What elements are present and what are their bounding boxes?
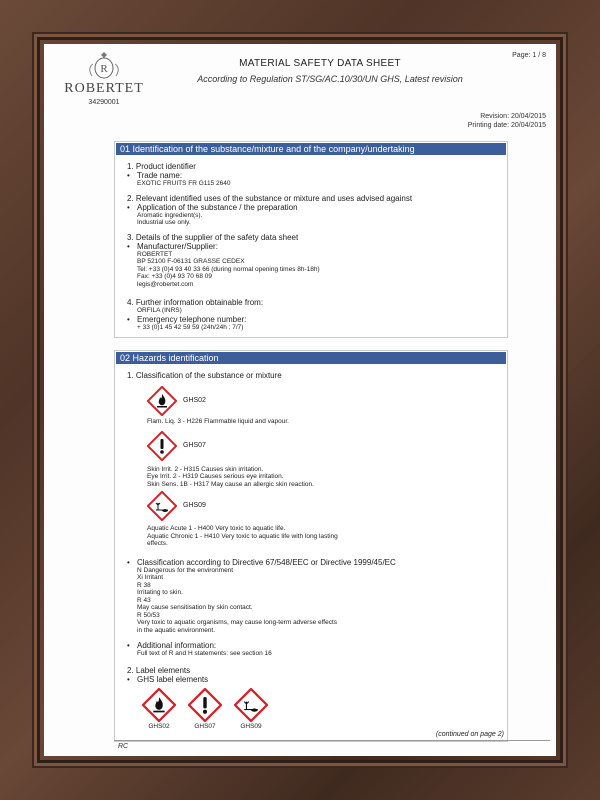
section-hazards	[114, 350, 508, 742]
ghs07-row	[127, 431, 507, 461]
revision-date: Revision: 20/04/2015	[480, 113, 546, 120]
text-line: in the aquatic environment.	[137, 626, 216, 634]
revision-dates	[468, 112, 546, 130]
ghs-label: GHS02	[183, 397, 206, 404]
brand-name: ROBERTET	[64, 81, 144, 96]
text-line: Very toxic to aquatic organisms, may cause long-term adverse effects	[137, 619, 338, 626]
ghs-label: GHS07	[183, 441, 206, 449]
text-line: R 50/53	[137, 611, 160, 619]
item-title: 3. Details of the supplier of the safety data sheet	[127, 232, 299, 242]
ghs-caption: GHS09	[240, 722, 262, 730]
bullet-label: • GHS label elements	[127, 675, 507, 684]
trade-name-value: EXOTIC FRUITS FR G115 2640	[137, 180, 231, 187]
company-logo	[62, 50, 146, 106]
exclamation-icon	[188, 688, 222, 722]
environment-icon	[234, 688, 268, 722]
text-line: Full text of R and H statements: see section 16	[137, 650, 272, 657]
crest-emblem-icon	[62, 50, 146, 80]
ghs-caption: GHS02	[148, 722, 170, 730]
page-number: Page: 1 / 8	[512, 52, 546, 59]
text-line: Irritating to skin.	[137, 589, 183, 596]
text-line: ROBERTET	[137, 250, 173, 258]
text-line: R 38	[137, 581, 151, 589]
text-line: Aquatic Acute 1 - H400 Very toxic to aquatic life.	[147, 525, 286, 532]
section-identification	[114, 141, 508, 338]
text-line: Eye Irrit. 2 - H319 Causes serious eye irritation.	[147, 473, 284, 480]
text-line: Skin Irrit. 2 - H315 Causes skin irritation.	[147, 465, 264, 473]
item-title: 1. Classification of the substance or mixture	[127, 371, 282, 380]
text-line: BP 52100 F-06131 GRASSE CEDEX	[137, 258, 245, 265]
bullet-label: • Emergency telephone number:	[127, 315, 507, 324]
text-line: Aquatic Chronic 1 - H410 Very toxic to aquatic life with long lasting	[147, 532, 338, 540]
text-line: R 43	[137, 596, 151, 604]
emblem-letter: R	[100, 63, 108, 75]
reference-code: 34290001	[88, 99, 120, 106]
printing-date: Printing date: 20/04/2015	[467, 122, 546, 129]
flame-icon	[142, 688, 176, 722]
bullet-label: • Manufacturer/Supplier:	[127, 242, 507, 251]
section-header: 01 Identification of the substance/mixture and of the company/undertaking	[116, 143, 506, 155]
text-line: Industrial use only.	[137, 219, 191, 226]
bullet-label: • Application of the substance / the preparation	[127, 203, 507, 212]
section-header: 02 Hazards identification	[116, 352, 506, 364]
item-title: 4. Further information obtainable from:	[127, 298, 264, 307]
ghs-label-elements	[127, 688, 507, 731]
document-subtitle: According to Regulation ST/SG/AC.10/30/UN GHS, Latest revision	[197, 74, 463, 84]
text-line: N Dangerous for the environment	[137, 566, 234, 574]
bullet-label: • Additional information:	[127, 641, 507, 650]
text-line: May cause sensitisation by skin contact.	[137, 604, 253, 611]
flame-icon	[147, 386, 177, 416]
label-ghs09	[229, 688, 273, 731]
text-line: Fax: +33 (0)4 93 70 68 09	[137, 273, 212, 280]
ghs09-row	[127, 491, 507, 521]
text-line: + 33 (0)1 45 42 59 59 (24h/24h ; 7/7)	[137, 323, 244, 331]
text-line: ORFILA (INRS)	[137, 307, 182, 314]
text-line: Aromatic ingredient(s).	[137, 211, 203, 219]
text-line: Tel: +33 (0)4 93 40 33 66 (during normal opening times 8h-18h)	[137, 265, 320, 273]
text-line: Skin Sens. 1B - H317 May cause an allergic skin reaction.	[147, 480, 314, 488]
environment-icon	[147, 491, 177, 521]
continued-note: (continued on page 2)	[435, 731, 504, 738]
item-title: 1. Product identifier	[127, 162, 196, 171]
document-title: MATERIAL SAFETY DATA SHEET	[239, 58, 401, 69]
item-title: 2. Label elements	[127, 665, 191, 675]
text-line: effects.	[147, 540, 168, 547]
document-page	[44, 44, 556, 756]
ghs-label: GHS09	[183, 502, 206, 509]
footer-initials: RC	[118, 743, 129, 750]
exclamation-icon	[147, 431, 177, 461]
label-ghs02	[137, 688, 181, 731]
bullet-label: • Classification according to Directive 67/548/EEC or Directive 1999/45/EC	[127, 558, 507, 567]
footer-divider	[114, 740, 550, 741]
label-ghs07	[183, 688, 227, 731]
ghs02-row	[127, 386, 507, 416]
bullet-label: • Trade name:	[127, 171, 507, 180]
item-title: 2. Relevant identified uses of the substance or mixture and uses advised against	[127, 193, 413, 203]
text-line: Flam. Liq. 3 - H226 Flammable liquid and vapour.	[147, 418, 289, 425]
text-line: Xi Irritant	[137, 574, 164, 581]
ghs-caption: GHS07	[194, 722, 216, 730]
email-link: legis@robertet.com	[137, 280, 194, 288]
